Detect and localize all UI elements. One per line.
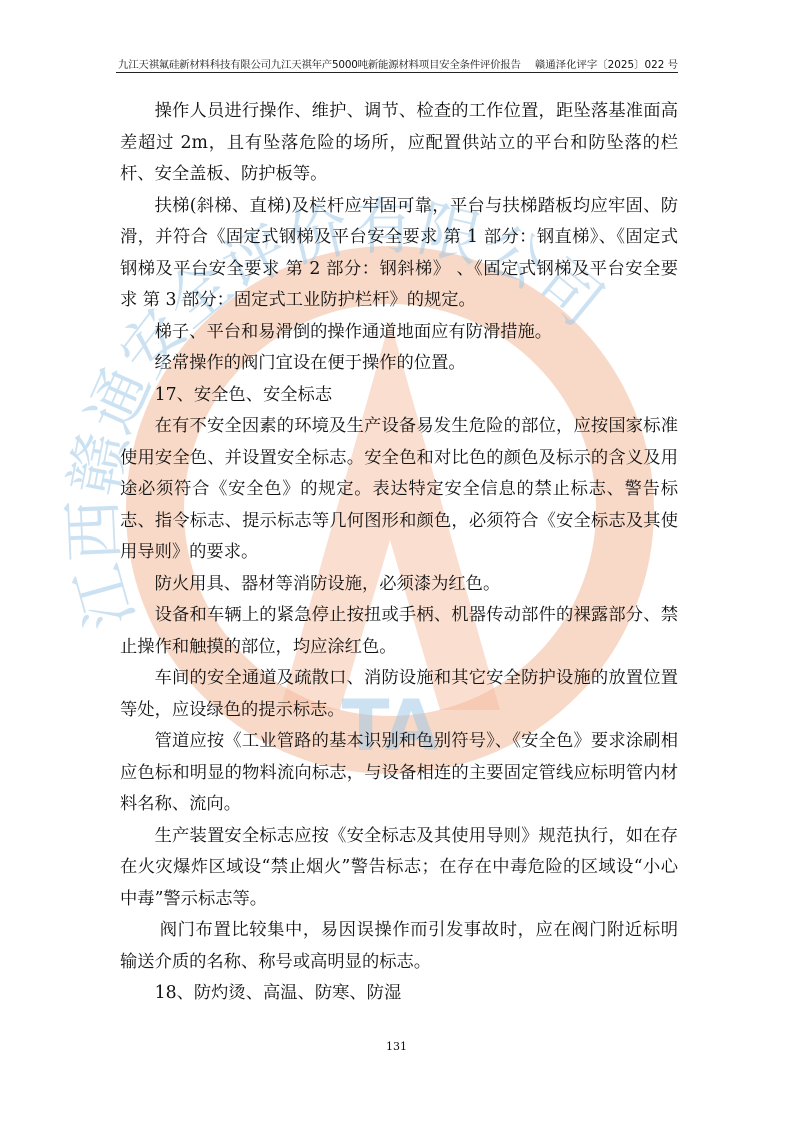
section-heading-17: 17、安全色、安全标志 — [154, 384, 333, 405]
header-divider — [116, 72, 678, 73]
paragraph-pipeline-marking: 管道应按《工业管路的基本识别和色别符号》、《安全色》要求涂刷相应色标和明显的物料流向标志，与设备相连的主要固定管线应标明管内材料名称、流向。 — [120, 731, 678, 814]
header-report-number: 赣通泽化评字〔2025〕022 号 — [534, 59, 678, 71]
paragraph-valve-position: 经常操作的阀门宜设在便于操作的位置。 — [154, 353, 466, 373]
document-body — [120, 96, 678, 1010]
section-heading-18: 18、防灼烫、高温、防寒、防湿 — [154, 983, 402, 1003]
watermark-logo-text: TA — [341, 685, 439, 767]
paragraph-fall-protection: 操作人员进行操作、维护、调节、检查的工作位置，距坠落基准面高差超过 2m，且有坠落危险的场所，应配置供站立的平台和防坠落的栏杆、安全盖板、防护板等。 — [120, 101, 678, 184]
page-number: 131 — [386, 1040, 407, 1053]
paragraph-anti-slip: 梯子、平台和易滑倒的操作通道地面应有防滑措施。 — [154, 321, 553, 342]
paragraph-safety-signs: 生产装置安全标志应按《安全标志及其使用导则》规范执行，如在存在火灾爆炸区域设“禁止烟火”警告标志；在存在中毒危险的区域设“小心中毒”警示标志等。 — [120, 825, 678, 909]
page-header — [118, 56, 678, 72]
paragraph-ladders-railings: 扶梯(斜梯、直梯)及栏杆应牢固可靠，平台与扶梯踏板均应牢固、防滑，并符合《固定式钢梯及平台安全要求 第 1 部分：钢直梯》、《固定式钢梯及平台安全要求 第 2 部分：钢斜梯》 、《固定式钢梯及平台安全要求 第 3 部分：固定式工业防护栏杆》的规定。 — [120, 195, 678, 310]
header-report-title: 九江天祺氟硅新材料科技有限公司九江天祺年产5000吨新能源材料项目安全条件评价报告 — [118, 59, 521, 71]
paragraph-emergency-stop: 设备和车辆上的紧急停止按扭或手柄、机器传动部件的裸露部分、禁止操作和触摸的部位，均应涂红色。 — [120, 605, 678, 657]
paragraph-safe-passage: 车间的安全通道及疏散口、消防设施和其它安全防护设施的放置位置等处，应设绿色的提示标志。 — [120, 668, 678, 720]
paragraph-valve-labeling: 阀门布置比较集中，易因误操作而引发事故时，应在阀门附近标明输送介质的名称、称号或高明显的标志。 — [120, 920, 678, 972]
watermark-arc-textpath: 江西赣通安全评价有限公司 — [56, 189, 617, 637]
paragraph-fire-equipment: 防火用具、器材等消防设施，必须漆为红色。 — [154, 573, 501, 594]
paragraph-safety-colors: 在有不安全因素的环境及生产设备易发生危险的部位，应按国家标准使用安全色、并设置安全标志。安全色和对比色的颜色及标示的含义及用途必须符合《安全色》的规定。表达特定安全信息的禁止标志、警告标志、指令标志、提示标志等几何图形和颜色，必须符合《安全标志及其使用导则》的要求。 — [120, 416, 678, 562]
